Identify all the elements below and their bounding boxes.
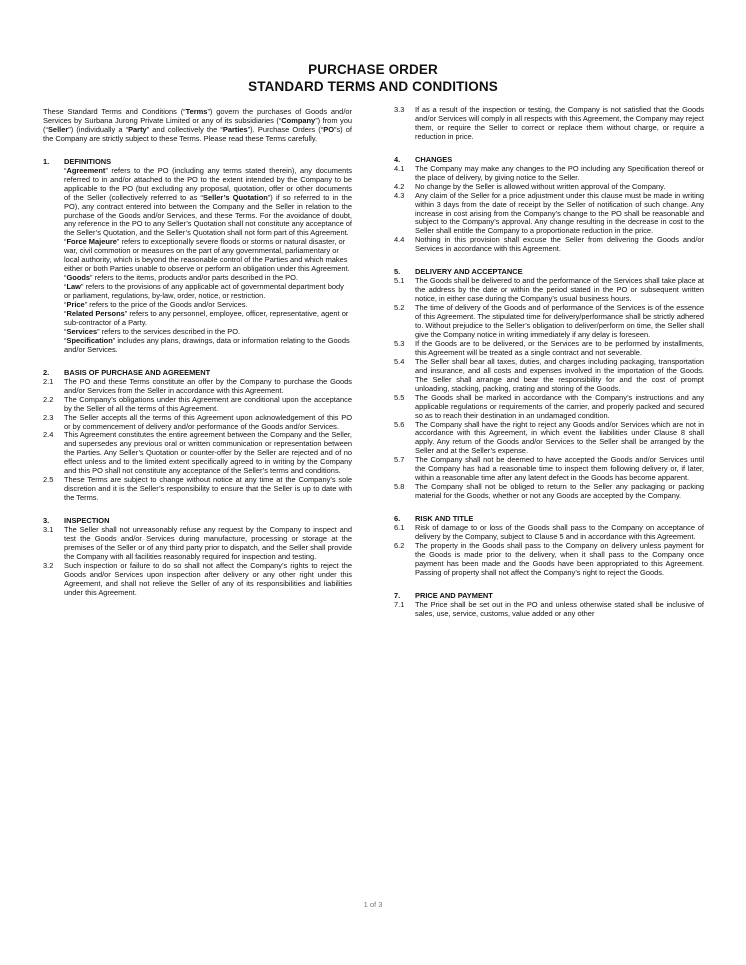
- section-price-payment: [394, 592, 704, 619]
- definition-services: “Services” refers to the services described in the PO.: [64, 326, 241, 336]
- section-basis-of-purchase: [43, 369, 352, 503]
- definition-goods: “Goods” refers to the items, products and/or parts described in the PO.: [64, 273, 298, 283]
- clause-4-4: 4.4 Nothing in this provision shall excuse the Seller from delivering the Goods and/or Services in accordance with this Agreement.: [394, 235, 704, 254]
- right-column: [394, 106, 704, 633]
- definition-specification: “Specification” includes any plans, drawings, data or information relating to the Goods and/or Services.: [64, 335, 350, 354]
- clause-2-5: 2.5 These Terms are subject to change without notice at any time at the Company’s sole discretion and it is the Seller’s responsibility to ensure that the Seller is up to date with the Terms.: [43, 475, 352, 503]
- clause-5-8: 5.8 The Company shall not be obliged to return to the Seller any packaging or packing material for the Goods, whether or not any Goods are accepted by the Company.: [394, 482, 704, 501]
- clause-4-1: 4.1 The Company may make any changes to the PO including any Specification thereof or the place of delivery, by giving notice to the Seller.: [394, 163, 704, 182]
- intro-paragraph: These Standard Terms and Conditions (“Terms”) govern the purchases of Goods and/or Services by Surbana Jurong Private Limited or any of its subsidiaries (“Company”) from you (“Seller”) (individually a “Party” and collectively the “Parties”). Purchase Orders (“PO”s) of the Company are strictly subject to these Terms. Please read these Terms carefully.: [43, 107, 353, 143]
- definition-price: “Price” refers to the price of the Goods and/or Services.: [64, 300, 248, 310]
- document-subtitle: STANDARD TERMS AND CONDITIONS: [248, 79, 498, 94]
- clause-6-1: 6.1 Risk of damage to or loss of the Goods shall pass to the Company on acceptance of delivery by the Company, subject to Clause 5 and in accordance with this Agreement.: [394, 523, 704, 541]
- clause-5-6: 5.6 The Company shall have the right to reject any Goods and/or Services which are not in accordance with this Agreement, in which event the liabilities under Clause 8 shall apply. Any return of the Goods and/or Services to the Seller shall be arranged by the Seller and at the Seller’s expense.: [394, 419, 704, 456]
- page-number: 1 of 3: [363, 900, 383, 909]
- clause-4-3: 4.3 Any claim of the Seller for a price adjustment under this clause must be made in writing within 3 days from the date of receipt by the Seller of notification of such change. Any increase in cost arising from the Company’s change to the PO shall be reasonable and subject to the Company’s approval. Any change resulting in the decrease in cost to the Seller shall entitle the Company to a proportionate reduction in the price.: [394, 190, 704, 236]
- section-changes: [394, 156, 704, 254]
- clause-5-3: 5.3 If the Goods are to be delivered, or the Services are to be performed by installments, this Agreement will be treated as a single contract and not severable.: [394, 338, 704, 357]
- clause-7-1: 7.1 The Price shall be set out in the PO and unless otherwise stated shall be inclusive of sales, use, service, customs, value added or any other: [394, 599, 704, 618]
- clause-2-1: 2.1 The PO and these Terms constitute an offer by the Company to purchase the Goods and/or Services from the Seller in accordance with this Agreement.: [43, 376, 352, 395]
- section-heading: 3. INSPECTION: [43, 516, 110, 526]
- section-heading: 6. RISK AND TITLE: [394, 514, 474, 524]
- clause-5-2: 5.2 The time of delivery of the Goods and of performance of the Services is of the essence of this Agreement. The stipulated time for delivery/performance shall be strictly adhered to. Without prejudice to the Seller’s obligation to deliver/perform on time, the Seller shall give the Company notice in writing immediately if any delay is foreseen.: [394, 303, 704, 339]
- section-inspection: [43, 517, 352, 598]
- clause-3-2: 3.2 Such inspection or failure to do so shall not affect the Company’s rights to reject the Goods and/or Services upon inspection after delivery or any other right under this Agreement, and shall not relieve the Seller of any of its responsibilities and liabilities under this Agreement.: [43, 560, 352, 597]
- section-heading: 5. DELIVERY AND ACCEPTANCE: [394, 267, 523, 277]
- left-column: [43, 108, 352, 612]
- section-risk-title: [394, 515, 704, 578]
- definition-related-persons: “Related Persons” refers to any personnel, employee, officer, representative, agent or sub-contractor of a Party.: [64, 309, 349, 327]
- section-heading: 1. DEFINITIONS: [43, 156, 112, 166]
- definition-law: “Law” refers to the provisions of any applicable act of governmental department body or parliament, regulations, by-law, order, notice, or restriction.: [64, 282, 344, 301]
- section-heading: 4. CHANGES: [394, 154, 453, 164]
- clause-3-3: 3.3 If as a result of the inspection or testing, the Company is not satisfied that the Goods and/or Services will comply in all respects with this Agreement, the Company may reject them, or require the Seller to correct or replace them without charge, or require a reduction in price.: [394, 105, 704, 141]
- clause-6-2: 6.2 The property in the Goods shall pass to the Company on delivery unless payment for the Goods is made prior to the delivery, when it shall pass to the Company once payment has been made and the Goods have been appropriated to this Agreement. Passing of property shall not affect the Company’s right to reject the Goods.: [394, 540, 704, 577]
- clause-5-7: 5.7 The Company shall not be deemed to have accepted the Goods and/or Services until the Company has had a reasonable time to inspect them following delivery or, if later, within a reasonable time after any latent defect in the Goods has become apparent.: [394, 455, 704, 483]
- clause-5-4: 5.4 The Seller shall bear all taxes, duties, and charges including packaging, transportation and insurance, and all costs and expenses involved in the importation of the Goods. The Seller shall arrange and bear the responsibility for and the cost of prompt unloading, stacking, packing, crating and storing of the Goods.: [394, 356, 704, 393]
- clause-2-2: 2.2 The Company’s obligations under this Agreement are conditional upon the acceptance by the Seller of all the terms of this Agreement.: [43, 394, 352, 413]
- clause-4-2: 4.2 No change by the Seller is allowed without written approval of the Company.: [394, 181, 666, 191]
- clause-2-3: 2.3 The Seller accepts all the terms of this Agreement upon acknowledgement of this PO or by commencement of delivery and/or performance of the Goods and/or Services.: [43, 412, 352, 431]
- document-title: PURCHASE ORDER: [308, 62, 438, 77]
- section-heading: 7. PRICE AND PAYMENT: [394, 590, 493, 600]
- clause-3-1: 3.1 The Seller shall not unreasonably refuse any request by the Company to inspect and test the Goods and/or Services during manufacture, processing or storage at the premises of the Seller or of any third party prior to dispatch, and the Seller shall provide the Company with all facilities reasonably required for inspection and testing.: [43, 525, 352, 561]
- clause-2-4: 2.4 This Agreement constitutes the entire agreement between the Company and the Seller, and supersedes any previous oral or written communication or representation between the Parties. Any Seller’s Quotation or counter-offer by the Seller are rejected and of no effect unless and to the limited extent specifically agreed to in writing by the Company and this PO shall not constitute any acceptance of the Seller’s terms and conditions.: [43, 430, 352, 476]
- definition-agreement: “Agreement” refers to the PO (including any terms stated therein), any documents referred to in and/or attached to the PO to the extent intended by the Company to be applicable to the PO (but excluding any proposal, quotation, offer or other documents of the Seller (collectively referred to as “Seller’s Quotation”) if so referred to in the PO), any contract entered into between the Company and the Seller in relation to the purchase of the Goods and/or Services, and these Terms. For the avoidance of doubt, any reference in the PO to any Seller’s Quotation shall not constitute any acceptance of the Seller’s Quotation, and the Seller’s Quotation shall not form part of this Agreement.: [64, 165, 352, 238]
- clause-5-1: 5.1 The Goods shall be delivered to and the performance of the Services shall take place at the address by the date or within the period stated in the PO or subsequent written notice, in either case during the Company’s usual business hours.: [394, 276, 704, 304]
- section-definitions: [43, 158, 352, 355]
- definition-force-majeure: “Force Majeure” refers to exceptionally severe floods or storms or natural disaster, or war, civil commotion or measures on the part of any governmental, parliamentary or local authority, which is beyond the reasonable control of the Parties and which makes either or both Parties unable to observe or perform an obligation under this Agreement.: [64, 237, 350, 274]
- section-heading: 2. BASIS OF PURCHASE AND AGREEMENT: [43, 367, 211, 377]
- clause-5-5: 5.5 The Goods shall be marked in accordance with the Company’s instructions and any applicable regulations or requirements of the carrier, and properly packed and secured so as to reach their destination in an undamaged condition.: [394, 392, 704, 420]
- section-inspection-continued: [394, 106, 704, 142]
- section-delivery-acceptance: [394, 268, 704, 501]
